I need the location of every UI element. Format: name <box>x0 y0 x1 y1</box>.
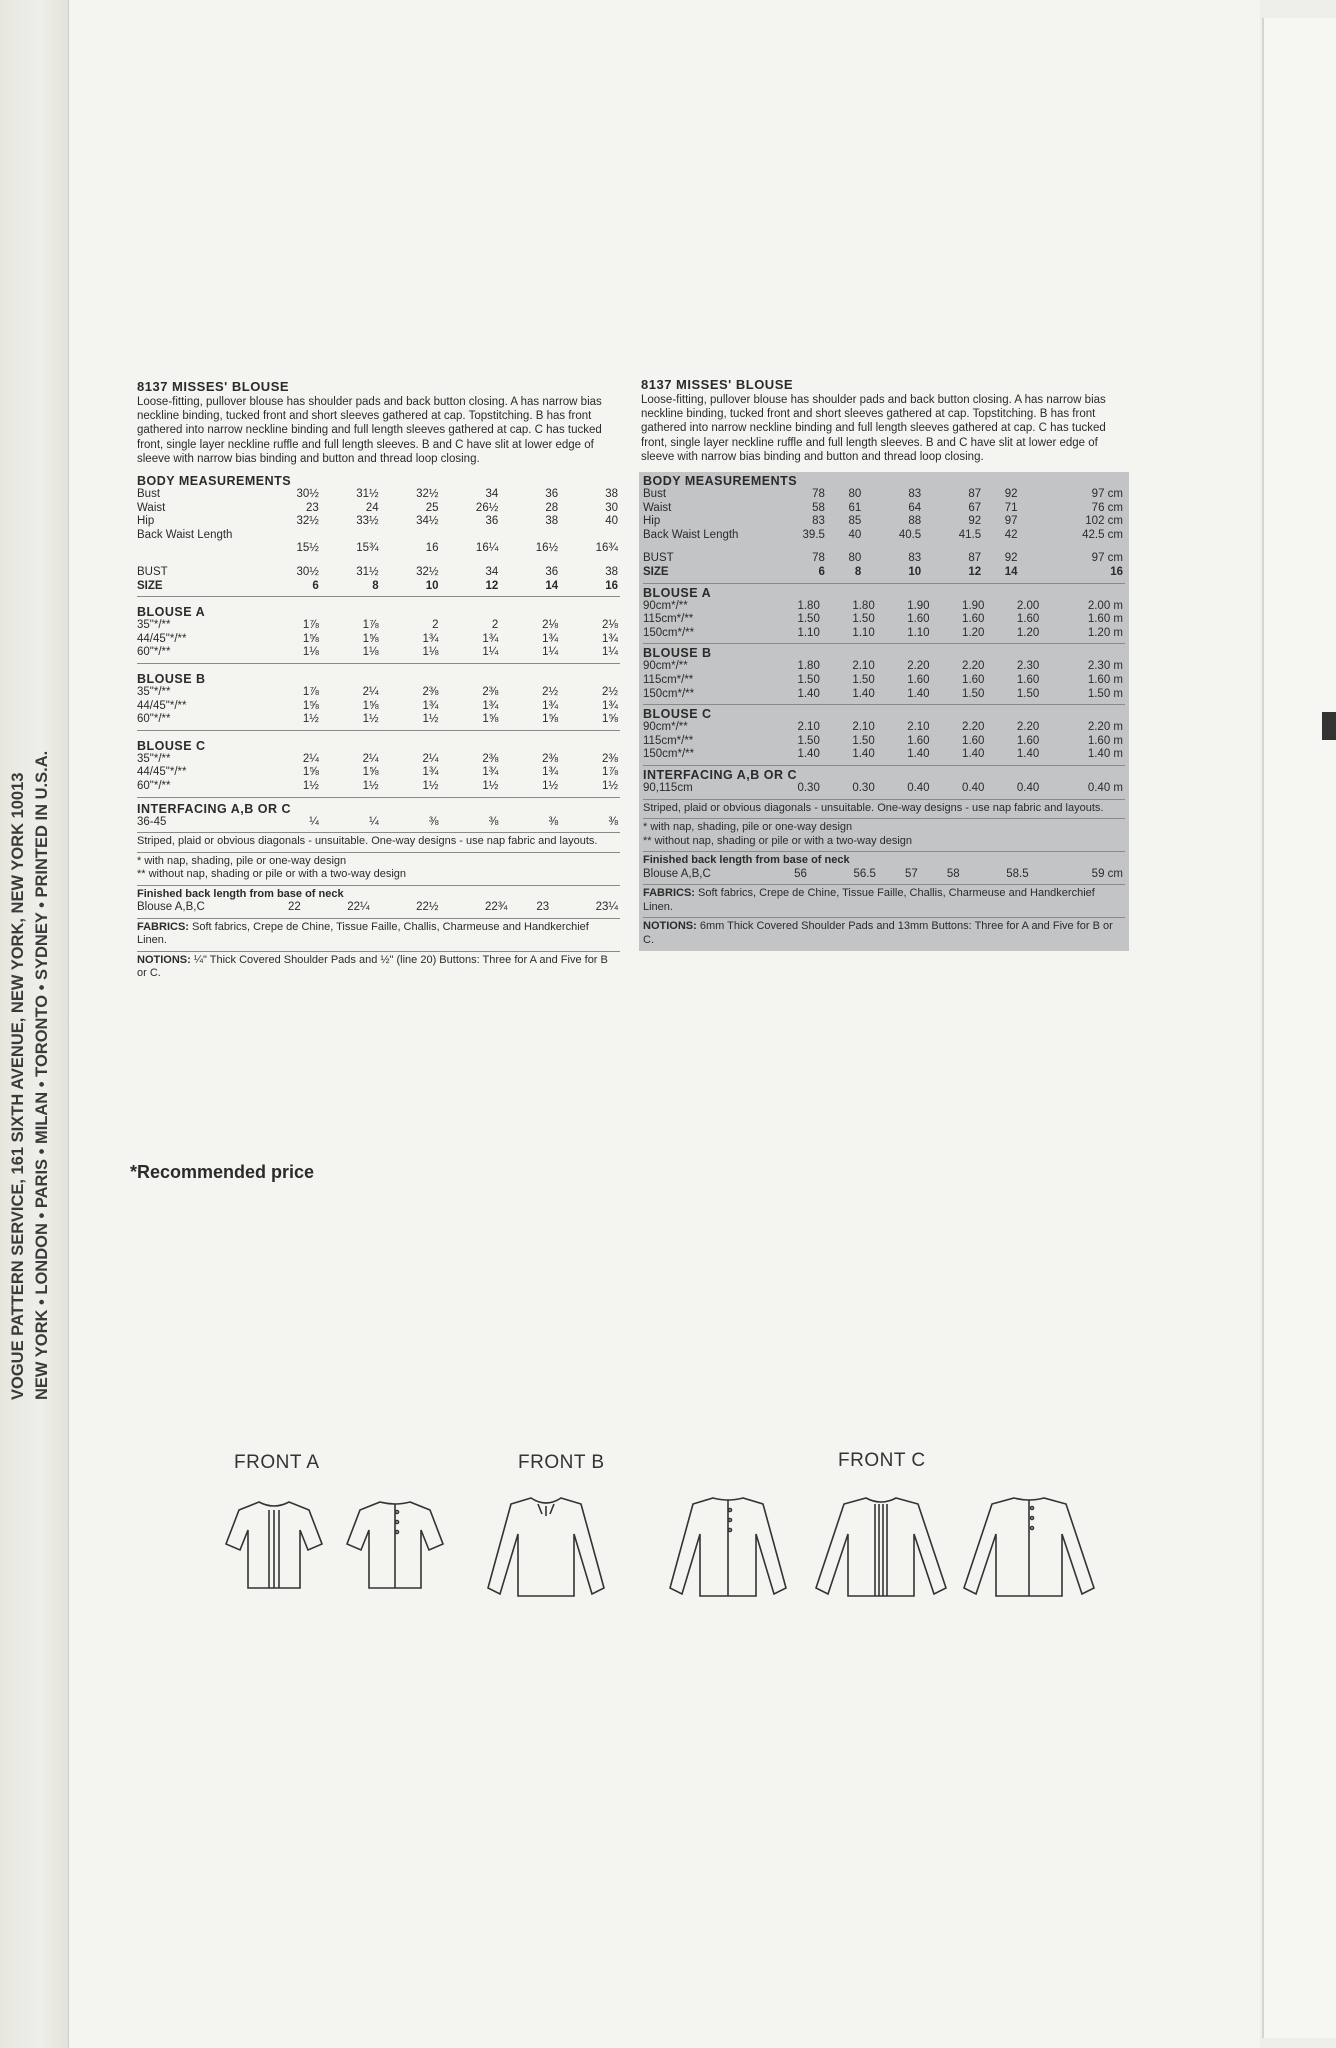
row-waist: Waist 23 24 25 26½ 28 30 <box>137 501 618 514</box>
spine-cities: NEW YORK • LONDON • PARIS • MILAN • TORONTO • SYDNEY • PRINTED IN U.S.A. <box>33 750 51 1400</box>
table-row: 115cm*/** 1.50 1.50 1.60 1.60 1.60 1.60 m <box>643 673 1123 686</box>
section-heading: BODY MEASUREMENTS <box>137 474 292 489</box>
table-row: 90cm*/** 1.80 2.10 2.20 2.20 2.30 2.30 m <box>643 660 1123 673</box>
table-row: 115cm*/** 1.50 1.50 1.60 1.60 1.60 1.60 m <box>643 734 1123 747</box>
section-heading: INTERFACING A,B OR C <box>643 767 797 782</box>
nap-note: * with nap, shading, pile or one-way design <box>643 821 853 834</box>
recommended-price-note: *Recommended price <box>130 1162 315 1182</box>
notions: NOTIONS: 6mm Thick Covered Shoulder Pads and 13mm Buttons: Three for A and Five for B or C. <box>643 920 1113 946</box>
blouse-a-yardage <box>643 586 1125 641</box>
envelope-tab <box>1322 712 1336 740</box>
blouse-b-back-sketch <box>668 1488 788 1603</box>
row-size: SIZE 6 8 10 12 14 16 <box>643 565 1123 578</box>
table-row: 115cm*/** 1.50 1.50 1.60 1.60 1.60 1.60 m <box>643 613 1123 626</box>
table-row: 150cm*/** 1.40 1.40 1.40 1.40 1.40 1.40 m <box>643 748 1123 761</box>
table-row: 90,115cm 0.30 0.30 0.40 0.40 0.40 0.40 m <box>643 781 1123 794</box>
blouse-a-back-sketch <box>345 1492 445 1592</box>
front-a-label: FRONT A <box>234 1452 320 1473</box>
blouse-a-front-sketch <box>224 1492 324 1592</box>
finished-length-row: Blouse A,B,C 22 22¼ 22½ 22¾ 23 23¼ <box>137 901 618 914</box>
finished-length-heading: Finished back length from base of neck <box>137 887 344 900</box>
section-heading: BLOUSE C <box>643 707 712 722</box>
row-back-waist-length: Back Waist Length <box>137 528 233 541</box>
section-heading: BLOUSE B <box>643 646 712 661</box>
row-hip: Hip 83 85 88 92 97 102 cm <box>643 515 1123 528</box>
finished-length-heading: Finished back length from base of neck <box>643 854 850 867</box>
fabrics: FABRICS: Soft fabrics, Crepe de Chine, Tissue Faille, Challis, Charmeuse and Handkerchief Linen. <box>643 887 1095 913</box>
table-row: 44/45"*/** 1⅝ 1⅝ 1¾ 1¾ 1¾ 1¾ <box>137 632 618 645</box>
table-row: 35"*/** 1⅞ 1⅞ 2 2 2⅛ 2⅛ <box>137 619 618 632</box>
row-size: SIZE 6 8 10 12 14 16 <box>137 579 618 592</box>
metric-shaded-box <box>639 472 1129 951</box>
interfacing <box>643 768 1125 796</box>
section-heading: BLOUSE A <box>643 585 712 600</box>
body-measurements <box>643 474 1125 580</box>
row-bust-size: BUST 30½ 31½ 32½ 34 36 38 <box>137 565 618 578</box>
row-bust: Bust 30½ 31½ 32½ 34 36 38 <box>137 488 618 501</box>
envelope-main-panel <box>60 0 1260 2048</box>
unsuitable-note: Striped, plaid or obvious diagonals - unsuitable. One-way designs - use nap fabric and layouts. <box>137 835 598 848</box>
front-c-label: FRONT C <box>838 1450 926 1471</box>
section-heading: BODY MEASUREMENTS <box>643 474 798 489</box>
table-row: 90cm*/** 2.10 2.10 2.10 2.20 2.20 2.20 m <box>643 721 1123 734</box>
imperial-chart <box>137 380 620 981</box>
table-row: 60"*/** 1⅛ 1⅛ 1⅛ 1¼ 1¼ 1¼ <box>137 646 618 659</box>
no-nap-note: ** without nap, shading or pile or with a two-way design <box>137 868 407 881</box>
no-nap-note: ** without nap, shading or pile or with a two-way design <box>643 834 913 847</box>
blouse-c-front-sketch <box>814 1488 949 1603</box>
section-heading: BLOUSE B <box>137 671 206 686</box>
row-back-waist-values: 15½ 15¾ 16 16¼ 16½ 16¾ <box>296 542 618 555</box>
pattern-title: 8137 MISSES' BLOUSE <box>641 377 794 392</box>
row-back-waist-length: Back Waist Length 39.5 40 40.5 41.5 42 42.5 cm <box>643 528 1123 541</box>
table-row: 150cm*/** 1.10 1.10 1.10 1.20 1.20 1.20 m <box>643 626 1123 639</box>
table-row: 36-45 ¼ ¼ ⅜ ⅜ ⅜ ⅜ <box>137 815 618 828</box>
section-heading: BLOUSE A <box>137 605 206 620</box>
table-row: 35"*/** 1⅞ 2¼ 2⅜ 2⅜ 2½ 2½ <box>137 685 618 698</box>
row-spacer <box>643 542 1125 552</box>
interfacing <box>137 802 620 830</box>
table-row: 150cm*/** 1.40 1.40 1.40 1.50 1.50 1.50 m <box>643 687 1123 700</box>
blouse-b-yardage <box>643 646 1125 701</box>
body-measurements <box>137 474 620 593</box>
fabrics: FABRICS: Soft fabrics, Crepe de Chine, Tissue Faille, Challis, Charmeuse and Handkerchief Linen. <box>137 920 589 947</box>
blouse-c-yardage <box>137 739 620 794</box>
table-row: 35"*/** 2¼ 2¼ 2¼ 2⅜ 2⅜ 2⅜ <box>137 752 618 765</box>
table-row: 60"*/** 1½ 1½ 1½ 1½ 1½ 1½ <box>137 779 618 792</box>
table-row: 44/45"*/** 1⅝ 1⅝ 1¾ 1¾ 1¾ 1¾ <box>137 699 618 712</box>
spine-imprint <box>6 640 58 1400</box>
pattern-description: Loose-fitting, pullover blouse has shoulder pads and back button closing. A has narrow bias neckline binding, tucked front and short sleeves gathered at cap. Topstitching. B has front gathered into narrow neckline binding and full length sleeves gathered at cap. C has tucked front, single layer neckline ruffle and full length sleeves. B and C have slit at lower edge of sleeve with narrow bias binding and button and thread loop closing. <box>641 394 1106 463</box>
front-b-label: FRONT B <box>518 1452 605 1473</box>
table-row: 44/45"*/** 1⅝ 1⅝ 1¾ 1¾ 1¾ 1⅞ <box>137 766 618 779</box>
blouse-c-back-sketch <box>962 1488 1097 1603</box>
row-bust-size: BUST 78 80 83 87 92 97 cm <box>643 552 1123 565</box>
section-heading: BLOUSE C <box>137 738 206 753</box>
blouse-a-yardage <box>137 605 620 660</box>
unsuitable-note: Striped, plaid or obvious diagonals - unsuitable. One-way designs - use nap fabric and layouts. <box>643 801 1104 814</box>
table-row: 60"*/** 1½ 1½ 1½ 1⅝ 1⅝ 1⅝ <box>137 713 618 726</box>
table-row: 90cm*/** 1.80 1.80 1.90 1.90 2.00 2.00 m <box>643 599 1123 612</box>
pattern-title: 8137 MISSES' BLOUSE <box>137 379 290 394</box>
blouse-b-front-sketch <box>486 1488 606 1603</box>
notions: NOTIONS: ¼" Thick Covered Shoulder Pads and ½" (line 20) Buttons: Three for A and Five for B or C. <box>137 953 608 980</box>
finished-length-row: Blouse A,B,C 56 56.5 57 58 58.5 59 cm <box>643 867 1123 880</box>
metric-chart <box>641 378 1129 951</box>
envelope-right-flap <box>1262 18 1336 2038</box>
row-spacer <box>137 556 620 566</box>
spine-address: VOGUE PATTERN SERVICE, 161 SIXTH AVENUE, NEW YORK, NEW YORK 10013 <box>9 772 27 1400</box>
row-bust: Bust 78 80 83 87 92 97 cm <box>643 488 1123 501</box>
pattern-description: Loose-fitting, pullover blouse has shoulder pads and back button closing. A has narrow bias neckline binding, tucked front and short sleeves gathered at cap. Topstitching. B has front gathered into narrow neckline binding and full length sleeves gathered at cap. C has tucked front, single layer neckline ruffle and full length sleeves. B and C have slit at lower edge of sleeve with narrow bias binding and button and thread loop closing. <box>137 396 602 465</box>
blouse-b-yardage <box>137 672 620 727</box>
row-hip: Hip 32½ 33½ 34½ 36 38 40 <box>137 515 618 528</box>
section-heading: INTERFACING A,B OR C <box>137 801 291 816</box>
row-waist: Waist 58 61 64 67 71 76 cm <box>643 501 1123 514</box>
blouse-c-yardage <box>643 707 1125 762</box>
nap-note: * with nap, shading, pile or one-way design <box>137 854 347 867</box>
